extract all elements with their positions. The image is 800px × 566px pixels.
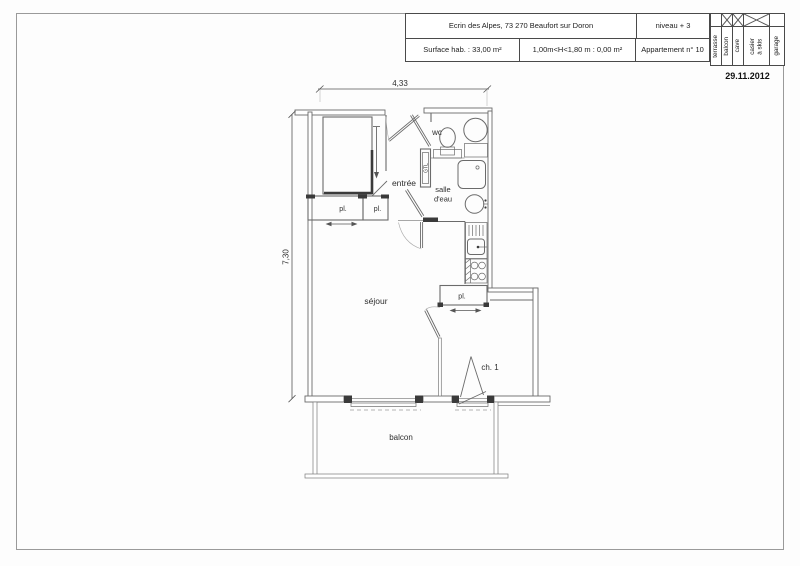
check-x-icon — [744, 14, 769, 26]
water-heater — [464, 118, 487, 141]
annex-label: garage — [773, 36, 781, 56]
label-gtl: GTL — [423, 163, 430, 173]
label-salle: salle — [435, 185, 451, 194]
annex-cave — [733, 14, 744, 65]
check-x-icon — [733, 14, 743, 26]
label-balcon: balcon — [389, 433, 413, 442]
hall-closets — [306, 181, 389, 226]
surface-label: Surface hab. : 33,00 m² — [406, 39, 520, 62]
wc-fixtures — [434, 118, 488, 158]
shower — [458, 161, 486, 189]
dim-width: 4,33 — [392, 79, 408, 88]
annex-label: casier — [748, 37, 756, 55]
checkbox-casier — [744, 14, 769, 27]
label-pl-kitchen: pl. — [458, 293, 466, 301]
label-wc: wc — [432, 128, 442, 137]
label-pl-left: pl. — [339, 206, 347, 213]
stair-block — [323, 115, 386, 194]
annex-label: terrasse — [712, 34, 720, 58]
label-ch1: ch. 1 — [481, 363, 499, 372]
label-deau: d'eau — [433, 194, 453, 204]
bedroom-partition — [425, 307, 442, 396]
annex-balcon — [722, 14, 733, 65]
annex-terrasse — [711, 14, 722, 65]
label-pl-right: pl. — [373, 206, 382, 213]
annex-table — [710, 13, 785, 66]
annex-label: cave — [734, 39, 742, 53]
project-name: Ecrin des Alpes, 73 270 Beaufort sur Doron — [406, 14, 637, 38]
dim-height: 7,30 — [281, 249, 291, 265]
washbasin — [465, 195, 484, 214]
level-label: niveau + 3 — [655, 21, 691, 31]
kitchen-sink — [466, 223, 488, 259]
facade-windows — [344, 357, 494, 411]
annex-label-line2: à skis — [756, 38, 764, 55]
toilet — [440, 128, 456, 155]
annex-garage — [770, 14, 784, 65]
title-block — [405, 13, 710, 62]
checkbox-terrasse — [711, 14, 721, 27]
height-clause: 1,00m<H<1,80 m : 0,00 m² — [520, 39, 636, 62]
sliding-door-arrow — [326, 222, 358, 226]
label-sejour: séjour — [364, 296, 388, 306]
apartment-number: Appartement n° 10 — [641, 45, 704, 55]
label-entree: entrée — [391, 178, 417, 188]
checkbox-balcon — [722, 14, 732, 27]
date: 29.11.2012 — [725, 71, 770, 81]
bathroom-fixtures — [458, 161, 488, 214]
checkbox-garage — [770, 14, 784, 27]
checkbox-cave — [733, 14, 743, 27]
annex-casier-a-skis — [744, 14, 770, 65]
annex-label: balcon — [723, 36, 731, 56]
cooktop — [466, 259, 488, 283]
check-x-icon — [722, 14, 732, 26]
down-arrow — [373, 127, 380, 179]
